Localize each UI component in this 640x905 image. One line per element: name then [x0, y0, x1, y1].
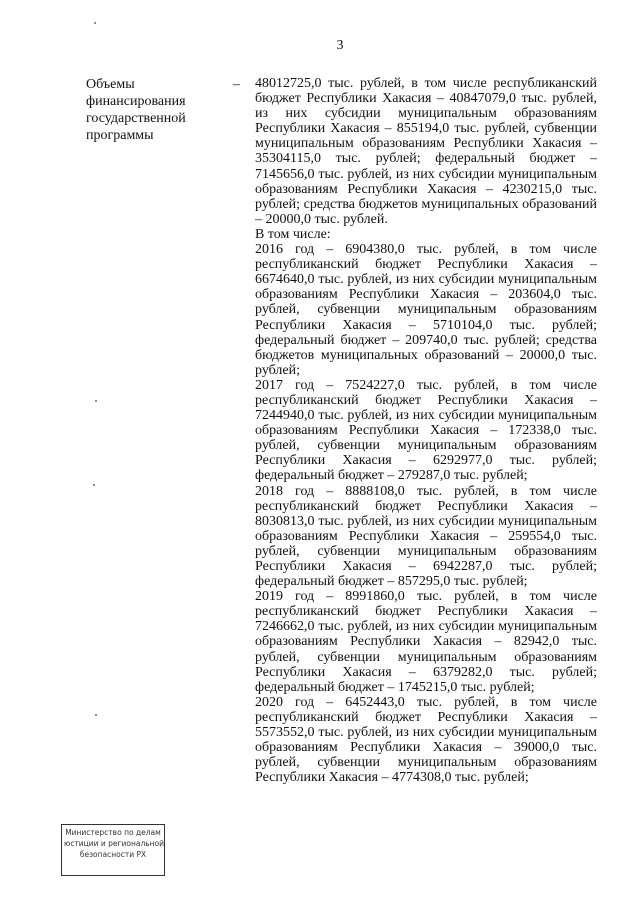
section-label-line: Объемы — [86, 77, 135, 92]
page-number: 3 — [336, 38, 344, 53]
financing-summary: 48012725,0 тыс. рублей, в том числе республиканский бюджет Республики Хакасия – 40847079,0 тыс. рублей, из них субсидии муниципальным образованиям Республики Хакасия – 855194,0 тыс. рублей, субвенции муниципальным образованиям Республики Хакасия – 35304115,0 тыс. рублей; федеральный бюджет – 7145656,0 тыс. рублей, из них субсидии муниципальным образованиям Республики Хакасия – 4230215,0 тыс. рублей; средства бюджетов муниципальных образований – 20000,0 тыс. рублей. — [255, 76, 597, 227]
stamp-line: безопасности РХ — [79, 850, 147, 859]
financing-intro: В том числе: — [255, 226, 331, 242]
section-label-line: государственной — [86, 111, 186, 126]
financing-year-2018: 2018 год – 8888108,0 тыс. рублей, в том числе республиканский бюджет Республики Хакасия – 8030813,0 тыс. рублей, из них субсидии муниципальным образованиям Республики Хакасия – 259554,0 тыс. рублей, субвенции муниципальным образованиям Республики Хакасия – 6942287,0 тыс. рублей; федеральный бюджет – 857295,0 тыс. рублей; — [255, 483, 597, 590]
scan-speck — [93, 484, 95, 486]
financing-year-2017: 2017 год – 7524227,0 тыс. рублей, в том числе республиканский бюджет Республики Хакасия – 7244940,0 тыс. рублей, из них субсидии муниципальным образованиям Республики Хакасия – 172338,0 тыс. рублей, субвенции муниципальным образованиям Республики Хакасия – 6292977,0 тыс. рублей; федеральный бюджет – 279287,0 тыс. рублей; — [255, 377, 597, 484]
ministry-stamp — [61, 824, 165, 876]
scan-speck — [95, 714, 97, 716]
label-dash: – — [233, 77, 240, 92]
scan-speck — [94, 22, 96, 24]
financing-year-2016: 2016 год – 6904380,0 тыс. рублей, в том числе республиканский бюджет Республики Хакасия – 6674640,0 тыс. рублей, из них субсидии муниципальным образованиям Республики Хакасия – 203604,0 тыс. рублей, субвенции муниципальным образованиям Республики Хакасия – 5710104,0 тыс. рублей; федеральный бюджет – 209740,0 тыс. рублей; средства бюджетов муниципальных образований – 20000,0 тыс. рублей; — [255, 242, 597, 378]
financing-year-2020: 2020 год – 6452443,0 тыс. рублей, в том числе республиканский бюджет Республики Хакасия – 5573552,0 тыс. рублей, из них субсидии муниципальным образованиям Республики Хакасия – 39000,0 тыс. рублей, субвенции муниципальным образованиям Республики Хакасия – 4774308,0 тыс. рублей; — [255, 694, 597, 786]
section-label — [86, 76, 226, 144]
financing-year-2019: 2019 год – 8991860,0 тыс. рублей, в том числе республиканский бюджет Республики Хакасия – 7246662,0 тыс. рублей, из них субсидии муниципальным образованиям Республики Хакасия – 82942,0 тыс. рублей, субвенции муниципальным образованиям Республики Хакасия – 6379282,0 тыс. рублей; федеральный бюджет – 1745215,0 тыс. рублей; — [255, 589, 597, 695]
section-label-line: программы — [86, 128, 154, 143]
scan-speck — [95, 400, 97, 402]
financing-text — [255, 76, 597, 785]
stamp-line: Министерство по делам — [65, 828, 161, 837]
stamp-line: юстиции и региональной — [64, 839, 165, 848]
section-label-line: финансирования — [86, 94, 186, 109]
